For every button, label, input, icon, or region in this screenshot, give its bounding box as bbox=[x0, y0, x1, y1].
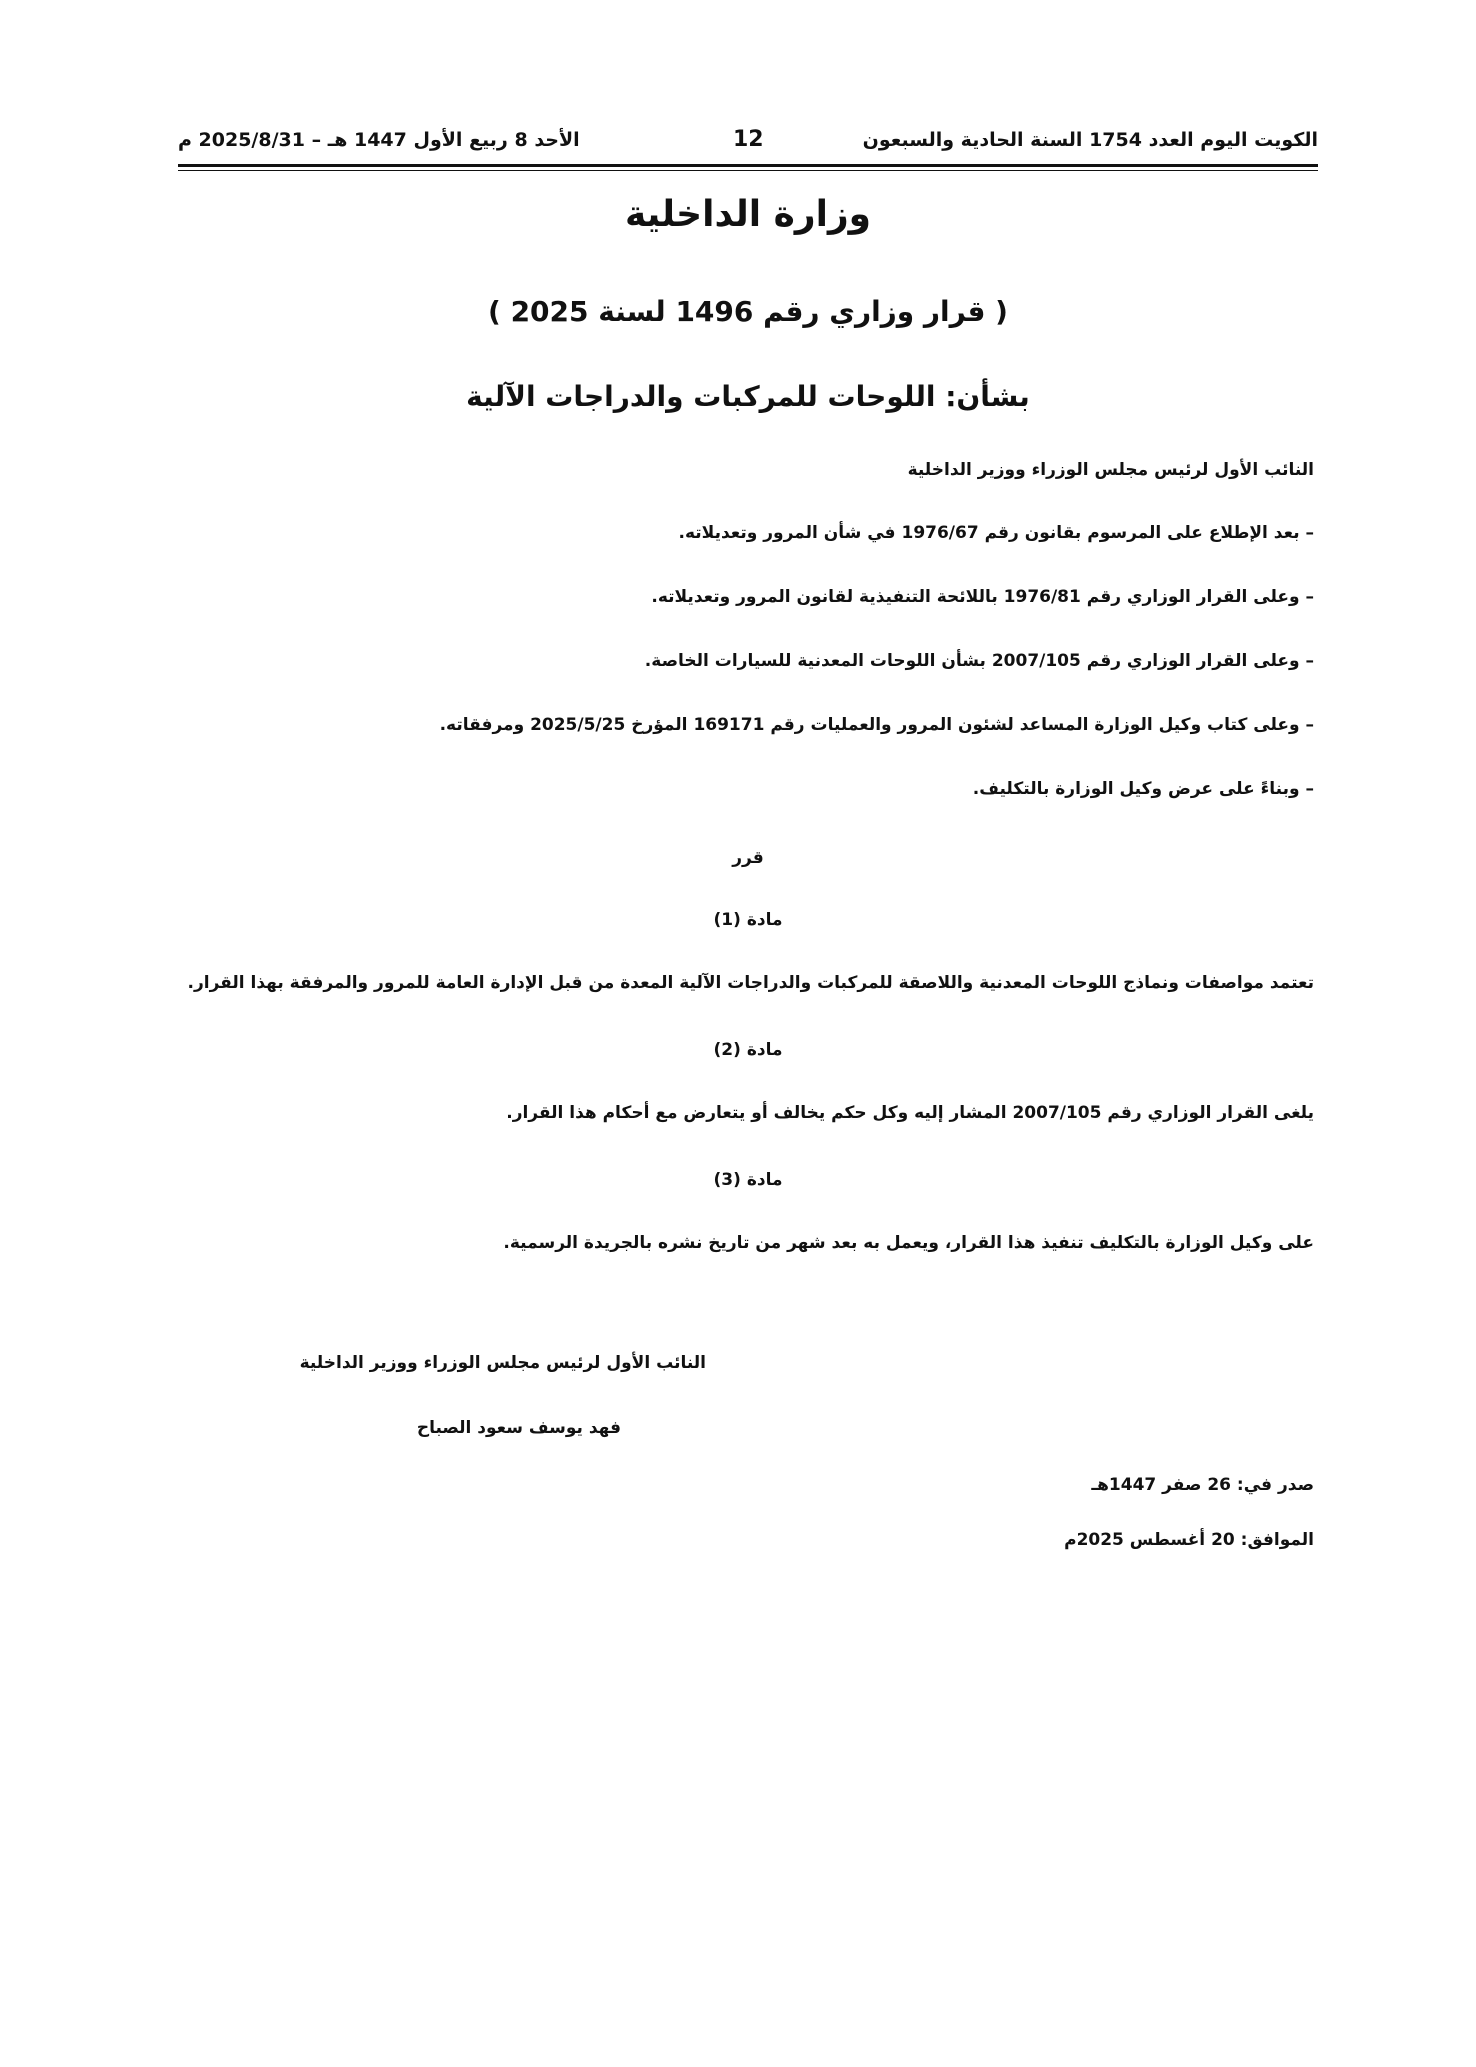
article-heading: مادة (3) bbox=[713, 1170, 783, 1190]
article-text: على وكيل الوزارة بالتكليف تنفيذ هذا القرار، ويعمل به بعد شهر من تاريخ نشره بالجريدة الرسمية. bbox=[503, 1233, 1314, 1253]
decision-title: ( قرار وزاري رقم 1496 لسنة 2025 ) bbox=[488, 295, 1008, 328]
article-text: تعتمد مواصفات ونماذج اللوحات المعدنية واللاصقة للمركبات والدراجات الآلية المعدة من قبل الإدارة العامة للمرور والمرفقة بهذا القرار. bbox=[187, 973, 1314, 993]
preamble-item: – وبناءً على عرض وكيل الوزارة بالتكليف. bbox=[972, 779, 1314, 799]
header-issue-info: الكويت اليوم العدد 1754 السنة الحادية والسبعون bbox=[862, 129, 1318, 151]
article-heading: مادة (2) bbox=[713, 1040, 783, 1060]
page-header bbox=[178, 120, 1318, 160]
issued-hijri-date: صدر في: 26 صفر 1447هـ bbox=[1091, 1475, 1314, 1495]
preamble-item: – وعلى كتاب وكيل الوزارة المساعد لشئون المرور والعمليات رقم 169171 المؤرخ 2025/5/25 ومرفقاته. bbox=[439, 715, 1314, 735]
header-rule-thick bbox=[178, 164, 1318, 167]
article-text: يلغى القرار الوزاري رقم 2007/105 المشار إليه وكل حكم يخالف أو يتعارض مع أحكام هذا القرار. bbox=[506, 1103, 1314, 1123]
preamble-item: – وعلى القرار الوزاري رقم 1976/81 باللائحة التنفيذية لقانون المرور وتعديلاته. bbox=[651, 587, 1314, 607]
preamble-item: – وعلى القرار الوزاري رقم 2007/105 بشأن اللوحات المعدنية للسيارات الخاصة. bbox=[644, 651, 1314, 671]
signature-title: النائب الأول لرئيس مجلس الوزراء ووزير الداخلية bbox=[299, 1353, 706, 1373]
header-rule-thin bbox=[178, 170, 1318, 171]
header-page-number: 12 bbox=[733, 127, 764, 152]
preamble-item: – بعد الإطلاع على المرسوم بقانون رقم 1976/67 في شأن المرور وتعديلاته. bbox=[678, 523, 1314, 543]
issuer-line: النائب الأول لرئيس مجلس الوزراء ووزير الداخلية bbox=[907, 460, 1314, 480]
article-heading: مادة (1) bbox=[713, 910, 783, 930]
header-date: الأحد 8 ربيع الأول 1447 هـ – 2025/8/31 م bbox=[178, 129, 580, 151]
signature-name: فهد يوسف سعود الصباح bbox=[416, 1418, 621, 1438]
issued-gregorian-date: الموافق: 20 أغسطس 2025م bbox=[1064, 1530, 1314, 1550]
ministry-title: وزارة الداخلية bbox=[624, 194, 872, 235]
decided-heading: قرر bbox=[732, 848, 764, 868]
decision-subject: بشأن: اللوحات للمركبات والدراجات الآلية bbox=[466, 380, 1030, 413]
